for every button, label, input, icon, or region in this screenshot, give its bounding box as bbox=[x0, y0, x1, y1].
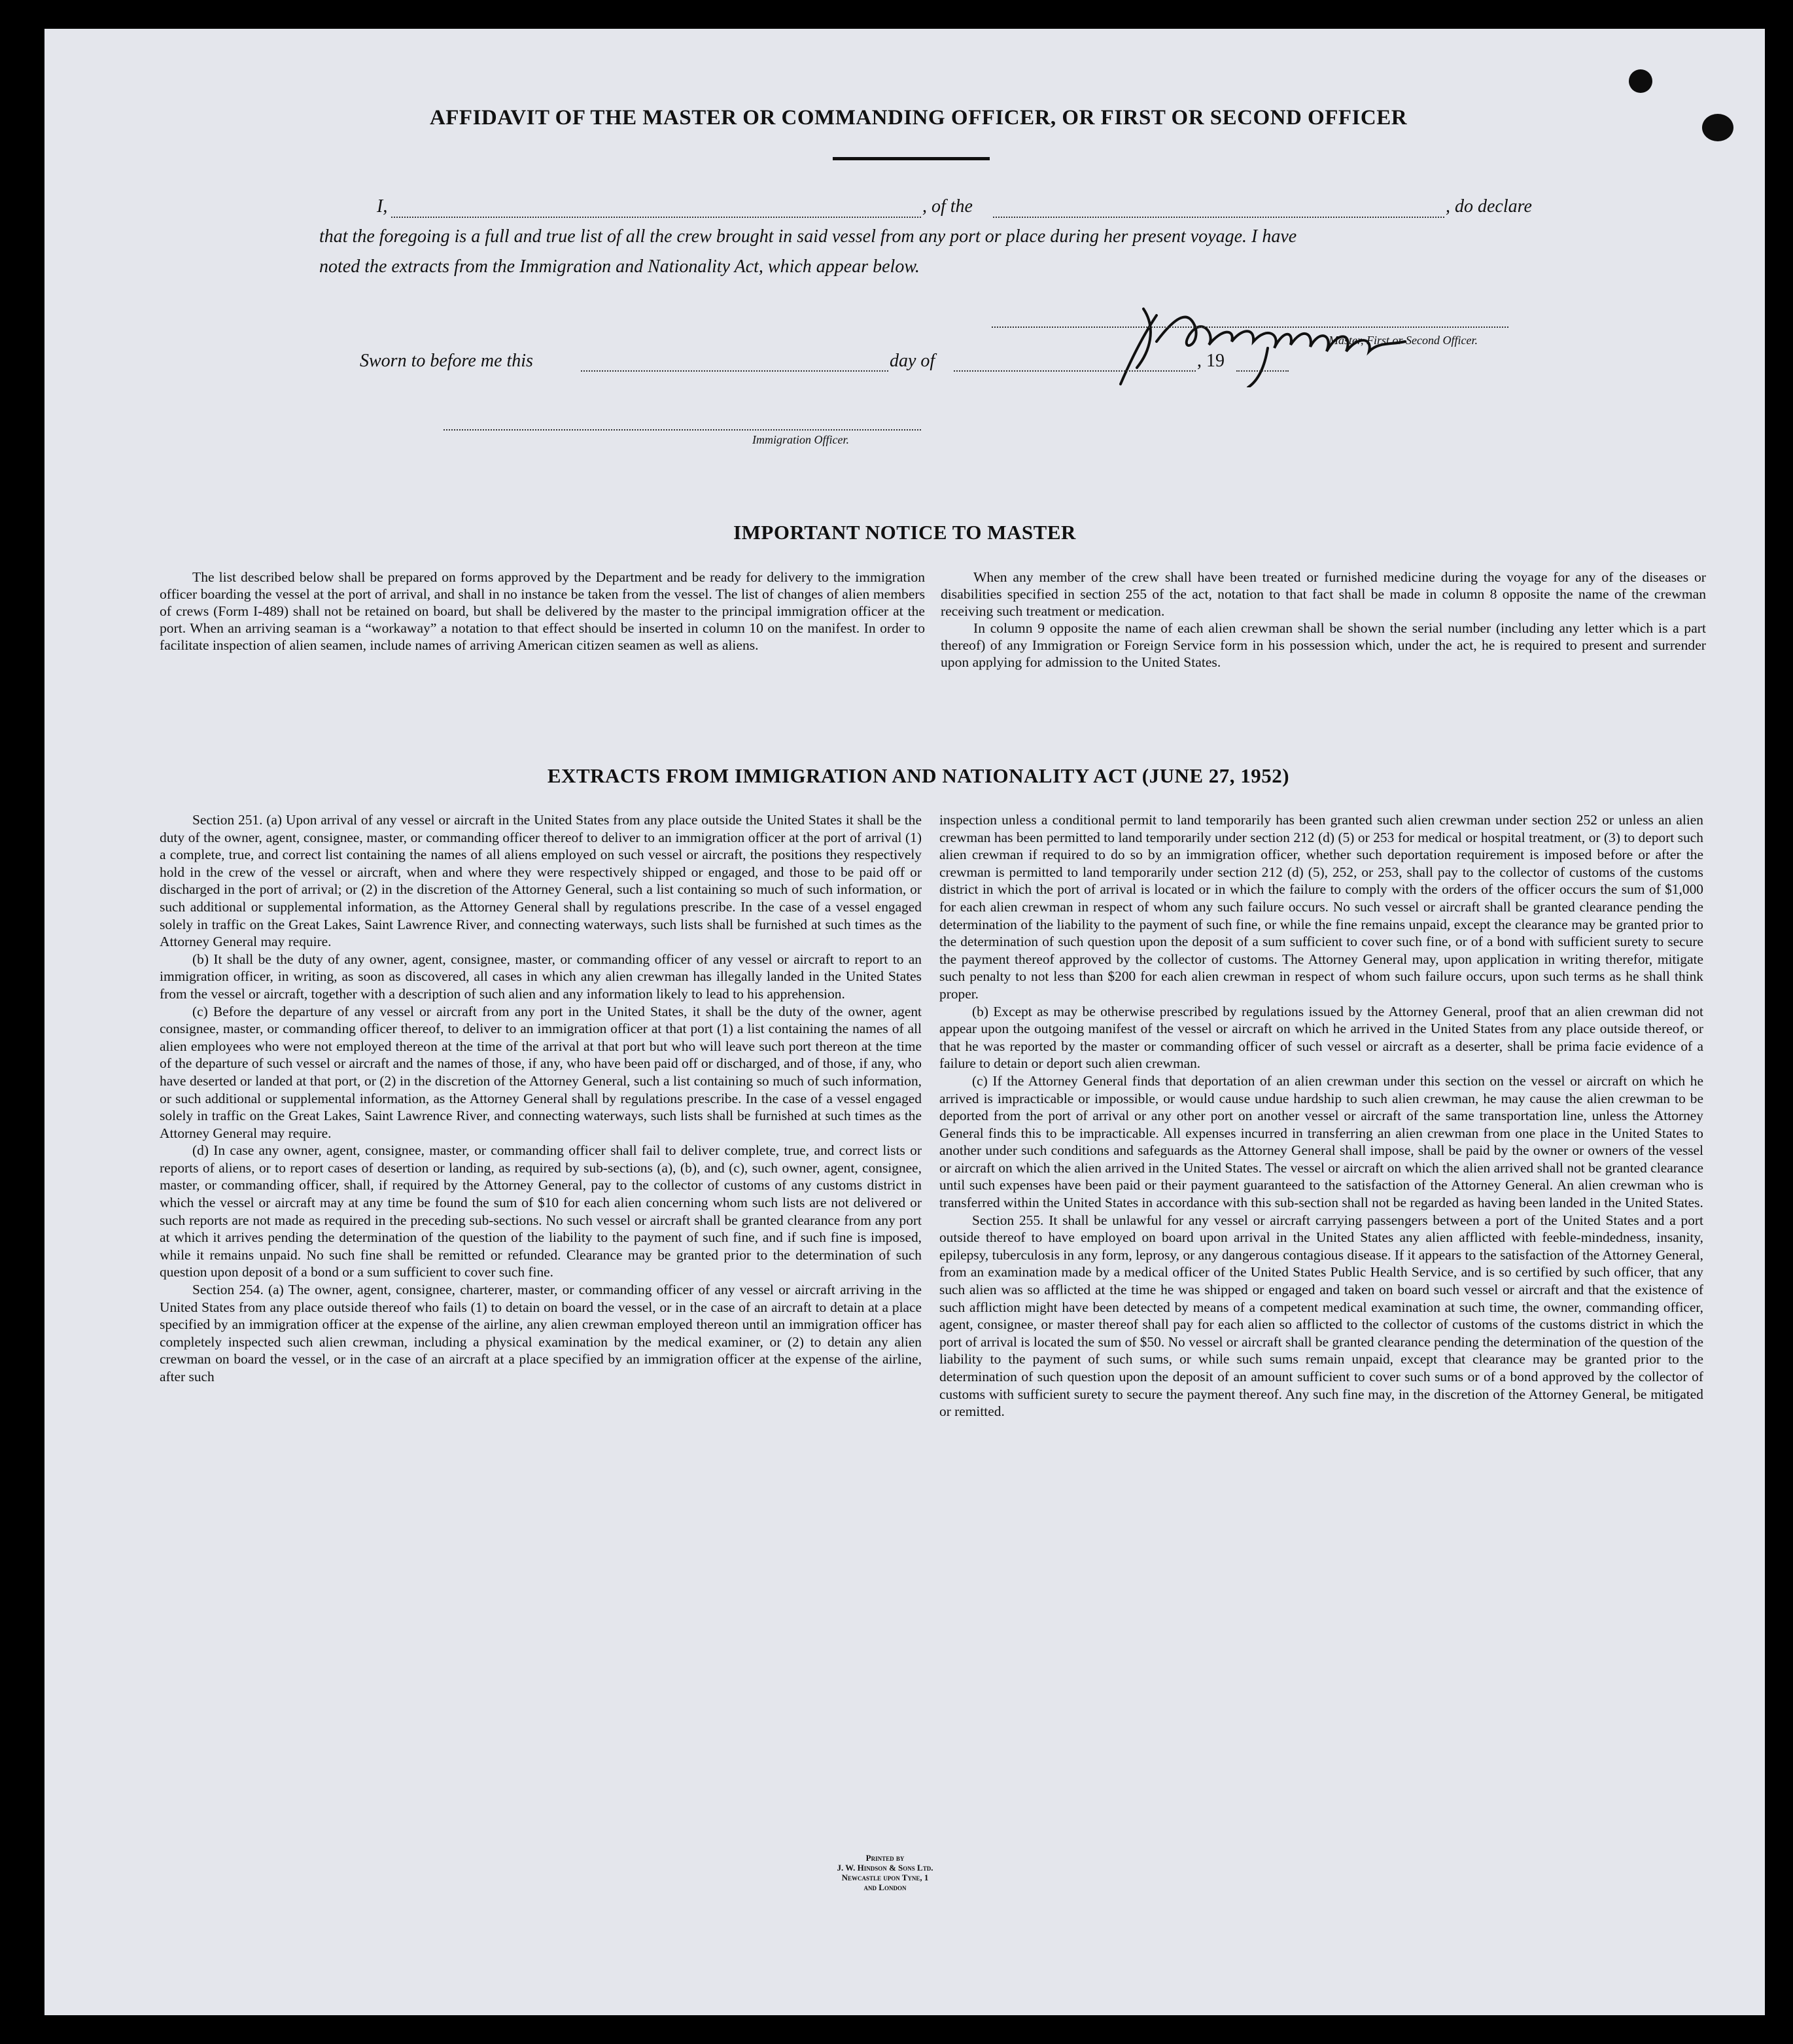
section-254-b: (b) Except as may be otherwise prescribed by regulations issued by the Attorney General, proof that an alien crewman did not appear upon the outgoing manifest of the vessel or aircraft on which he arrived in the United States from any place outside thereof, or that he was reported by the master or commanding officer of such vessel or aircraft as a deserter, shall be prima facie evidence of a failure to detain or deport such alien crewman. bbox=[939, 1003, 1703, 1072]
signature-caption: Master, First or Second Officer. bbox=[1329, 334, 1478, 347]
day-of-label: day of bbox=[890, 351, 935, 371]
printer-line-4: and London bbox=[863, 1882, 907, 1892]
printer-imprint bbox=[787, 1853, 983, 1892]
printer-line-2: J. W. Hindson & Sons Ltd. bbox=[837, 1863, 933, 1873]
section-251-d: (d) In case any owner, agent, consignee, master, or commanding officer shall fail to deliver complete, true, and correct lists or reports of aliens, or to report cases of desertion or landing, as required by sub-sections (a), (b), and (c), such owner, agent, consignee, master, or commanding officer, shall, if required by the Attorney General, pay to the collector of customs of any customs district in which the vessel or aircraft may at any time be found the sum of $10 for each alien concerning whom such lists are not delivered or such reports are not made as required in the preceding sub-sections. No such vessel or aircraft shall be granted clearance from any port at which it arrives pending the determination of the question of the liability to the payment of such fine, and if such fine is imposed, while it remains unpaid. No such fine shall be remitted or refunded. Clearance may be granted prior to the determination of such question upon deposit of a bond or a sum sufficient to cover such fine. bbox=[160, 1142, 922, 1280]
signature-field[interactable] bbox=[992, 326, 1508, 328]
notice-title: IMPORTANT NOTICE TO MASTER bbox=[733, 521, 1076, 544]
affidavit-title: AFFIDAVIT OF THE MASTER OR COMMANDING OFFICER, OR FIRST OR SECOND OFFICER bbox=[429, 106, 1408, 130]
section-254-a: Section 254. (a) The owner, agent, consignee, charterer, master, or commanding officer of any vessel or aircraft arriving in the United States from any place outside thereof who fails (1) to detain on board the vessel, or in the case of an aircraft to detain at a place specified by an immigration officer at the expense of the airline, any alien crewman employed thereon until an immigration officer has completely inspected such alien crewman, including a physical examination by the medical examiner, or (2) to detain any alien crewman on board the vessel, or in the case of an aircraft at a place specified by an immigration officer at the expense of the airline, after such bbox=[160, 1282, 922, 1384]
sworn-month-field[interactable] bbox=[954, 370, 1196, 372]
section-251-b: (b) It shall be the duty of any owner, agent, consignee, master, or commanding officer of any vessel or aircraft to report to an immigration officer, in writing, as soon as discovered, all cases in which any alien crewman has illegally landed in the United States from the vessel or aircraft, together with a description of such alien and any information likely to lead to his apprehension. bbox=[160, 951, 922, 1002]
extracts-title: EXTRACTS FROM IMMIGRATION AND NATIONALITY ACT (JUNE 27, 1952) bbox=[547, 764, 1290, 787]
notice-right-paragraph-1: When any member of the crew shall have been treated or furnished medicine during the voyage for any of the diseases or disabilities specified in section 255 of the act, notation to that fact shall be made in column 8 opposite the name of the crewman receiving such treatment or medication. bbox=[941, 569, 1706, 619]
vessel-name-field[interactable] bbox=[993, 217, 1444, 218]
notice-right-column bbox=[941, 569, 1706, 671]
section-251-c: (c) Before the departure of any vessel or aircraft from any port in the United States, it shall be the duty of the owner, agent consignee, master, or commanding officer thereof, to deliver to an immigration officer at that port (1) a list containing the names of all alien employees who were not employed thereon at the time of the arrival at that port but who will leave such port thereon at the time of the departure of such vessel or aircraft and the names of those, if any, who have been paid off or discharged, and of those, if any, who have deserted or landed at that port, or (2) in the discretion of the Attorney General, such a list containing so much of such information, or such additional or supplemental information, as the Attorney General shall by regulations prescribe. In the case of a vessel engaged solely in traffic on the Great Lakes, Saint Lawrence River, and connecting waterways, such lists shall be furnished at such times as the Attorney General may require. bbox=[160, 1003, 922, 1141]
extracts-left-column bbox=[160, 811, 922, 1386]
sworn-label: Sworn to before me this bbox=[360, 351, 533, 371]
section-255: Section 255. It shall be unlawful for any vessel or aircraft carrying passengers between a port of the United States and a port outside thereof to have employed on board upon arrival in the United States any alien afflicted with feeble-mindedness, insanity, epilepsy, tuberculosis in any form, leprosy, or any dangerous contagious disease. If it appears to the satisfaction of the Attorney General, from an examination made by a medical officer of the United States Public Health Service, and is so certified by such officer, that any such alien was so afflicted at the time he was shipped or engaged and taken on board such vessel or aircraft and that the existence of such affliction might have been detected by means of a competent medical examination at such time, the owner, commanding officer, agent, consignee, or master thereof shall pay for each alien so afflicted to the collector of customs of the customs district in which the port of arrival is located the sum of $50. No vessel or aircraft shall be granted clearance pending the determination of the question of the liability to the payment of such sums, or while such sums remain unpaid, except that clearance may be granted prior to the determination of such question upon the deposit of an amount sufficient to cover such sums or of a bond approved by the collector of customs with sufficient surety to secure the payment thereof. Any such fine may, in the discretion of the Attorney General, be mitigated or remitted. bbox=[939, 1212, 1703, 1420]
declarant-name-field[interactable] bbox=[391, 217, 921, 218]
printer-line-1: Printed by bbox=[865, 1853, 905, 1863]
section-254-c: (c) If the Attorney General finds that deportation of an alien crewman under this section on the vessel or aircraft on which he arrived is impracticable or impossible, or would cause undue hardship to such alien crewman, he may cause the alien crewman to be deported from the port of arrival or any other port on another vessel or aircraft of the same transportation line, unless the Attorney General finds this to be impracticable. All expenses incurred in transferring an alien crewman from one place in the United States to another under such conditions and safeguards as the Attorney General shall impose, shall be paid by the owner or owners of the vessel or aircraft on which the alien arrived in the United States. The vessel or aircraft on which the alien arrived shall not be granted clearance until such expenses have been paid or their payment guaranteed to the satisfaction of the Attorney General. An alien crewman who is transferred within the United States in accordance with this sub-section shall not be regarded as having been landed in the United States. bbox=[939, 1072, 1703, 1211]
sworn-day-field[interactable] bbox=[581, 370, 888, 372]
ink-spot bbox=[1702, 114, 1733, 141]
extracts-right-column bbox=[939, 811, 1703, 1420]
declarant-label: I, bbox=[377, 196, 388, 217]
sworn-year-field[interactable] bbox=[1236, 370, 1289, 372]
notice-right-paragraph-2: In column 9 opposite the name of each alien crewman shall be shown the serial number (including any letter which is a part thereof) of any Immigration or Foreign Service form in his possession which, under the act, he is required to present and surrender upon applying for admission to the United States. bbox=[941, 620, 1706, 670]
declare-label: , do declare bbox=[1446, 196, 1532, 217]
section-251-a: Section 251. (a) Upon arrival of any vessel or aircraft in the United States from any place outside the United States it shall be the duty of the owner, agent, consignee, master, or commanding officer thereof to deliver to an immigration officer at the port of arrival (1) a complete, true, and correct list containing the names of all aliens employed on such vessel or aircraft, the positions they respectively hold in the crew of the vessel or aircraft, when and where they were respectively shipped or engaged, and those to be paid off or discharged in the port of arrival; or (2) in the discretion of the Attorney General, such a list containing so much of such information, or such additional or supplemental information, as the Attorney General shall by regulations prescribe. In the case of a vessel engaged solely in traffic on the Great Lakes, Saint Lawrence River, and connecting waterways, such lists shall be furnished at such times as the Attorney General may require. bbox=[160, 812, 922, 950]
declaration-line-2: that the foregoing is a full and true list of all the crew brought in said vessel from any port or place during her present voyage. I have bbox=[319, 226, 1297, 247]
notice-left-column bbox=[160, 569, 925, 654]
ink-spot bbox=[1629, 69, 1652, 93]
notice-left-paragraph: The list described below shall be prepared on forms approved by the Department and be ready for delivery to the immigration officer boarding the vessel at the port of arrival, and shall in no instance be taken from the vessel. The list of changes of alien members of crews (Form I-489) shall not be retained on board, but shall be delivered by the master to the principal immigration officer at the port. When an arriving seaman is a “workaway” a notation to that effect should be inserted in column 10 on the manifest. In order to facilitate inspection of alien seamen, include names of arriving American citizen seamen as well as aliens. bbox=[160, 569, 925, 653]
immigration-officer-caption: Immigration Officer. bbox=[752, 433, 849, 446]
section-254-a-continued: inspection unless a conditional permit to land temporarily has been granted such alien crewman under section 252 or unless an alien crewman has been permitted to land temporarily under section 212 (d) (5) or 253 for medical or hospital treatment, or (3) to deport such alien crewman if required to do so by an immigration officer, whether such deportation requirement is imposed before or after the crewman is permitted to land temporarily under section 212 (d) (5), 252, or 253, shall pay to the collector of customs of the customs district in which the port of arrival is located or in which the failure to comply with the orders of the officer occurs the sum of $1,000 for each alien crewman in respect of whom any such failure occurs. No such vessel or aircraft shall be granted clearance pending the determination of the liability to the payment of such fine, or while the fine remains unpaid, except the clearance may be granted prior to the determination of such question upon the deposit of a sum sufficient to cover such fine, or of a bond with sufficient surety to secure the payment thereof approved by the collector of customs. The Attorney General may, upon application in writing therefor, mitigate such penalty to not less than $200 for each alien crewman in respect of whom such failure occurs, upon such terms as he shall think proper. bbox=[939, 812, 1703, 1002]
immigration-officer-field[interactable] bbox=[444, 429, 921, 431]
form-page bbox=[44, 29, 1765, 2015]
title-divider bbox=[833, 157, 990, 160]
year-label: , 19 bbox=[1197, 351, 1225, 371]
printer-line-3: Newcastle upon Tyne, 1 bbox=[841, 1873, 929, 1882]
declaration-line-3: noted the extracts from the Immigration and Nationality Act, which appear below. bbox=[319, 256, 920, 277]
of-the-label: , of the bbox=[922, 196, 973, 217]
